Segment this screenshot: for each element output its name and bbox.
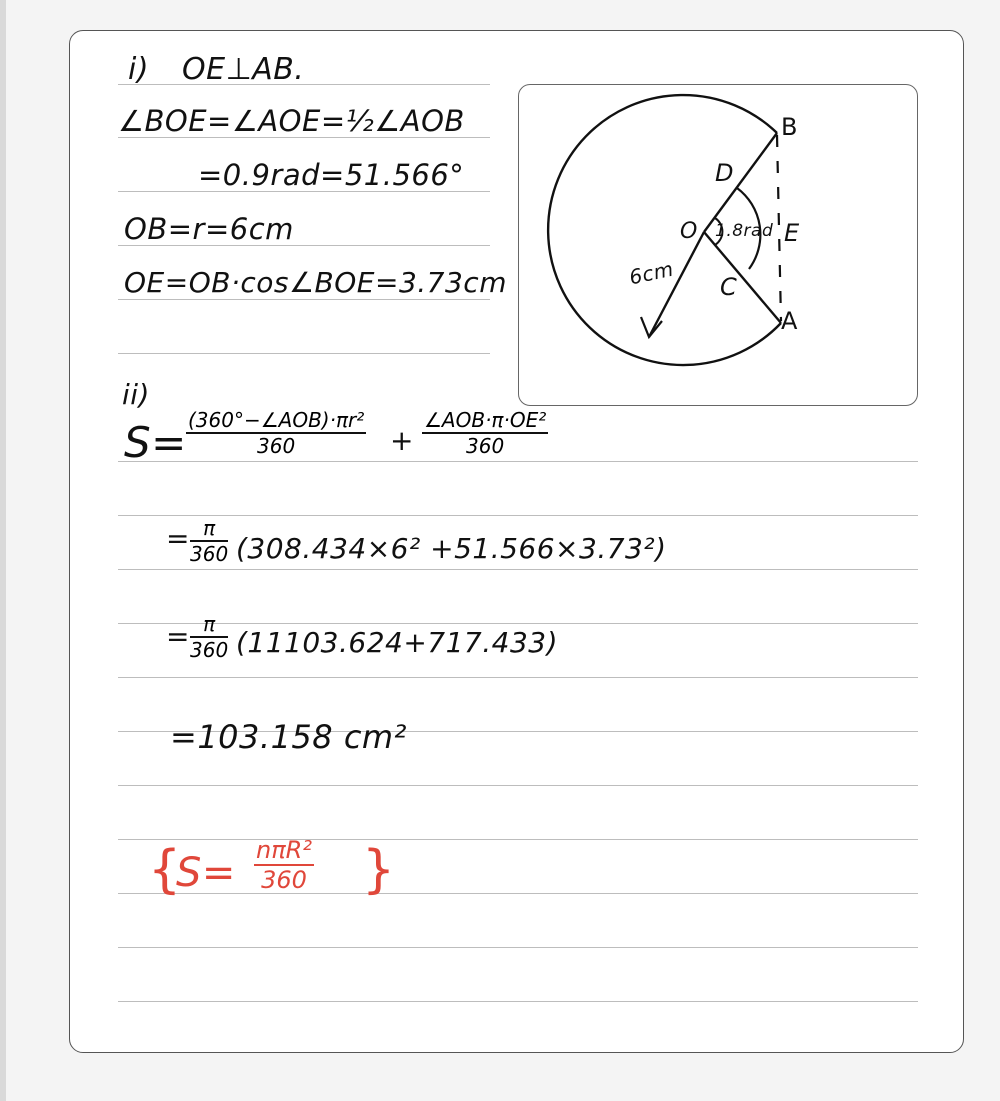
formula-s: S= <box>176 850 236 896</box>
part1-radius: OB=r=6cm <box>124 212 294 246</box>
formula-brace-open: { <box>148 840 182 900</box>
part1-perpendicular: OE⊥AB. <box>182 52 305 87</box>
angle-label: 1.8rad <box>715 221 774 241</box>
diagram-frame <box>518 84 918 406</box>
sector-area-formula <box>254 836 314 894</box>
ruled-line <box>118 1001 918 1002</box>
fraction-denominator: 360 <box>261 866 307 894</box>
ruled-line <box>118 299 490 300</box>
step1-pi-fraction <box>190 516 228 566</box>
ruled-line <box>118 461 918 462</box>
fraction-numerator: nπR² <box>256 836 312 864</box>
label-b: B <box>781 113 798 141</box>
label-o: O <box>680 219 698 244</box>
ruled-line <box>118 623 918 624</box>
fraction-numerator: ∠AOB·π·OE² <box>424 408 547 432</box>
ruled-line <box>118 677 918 678</box>
fraction-numerator: π <box>190 612 228 638</box>
page-edge <box>0 0 6 1101</box>
plus-sign: + <box>390 424 414 457</box>
label-d: D <box>715 159 734 187</box>
part1-angle-value: =0.9rad=51.566° <box>198 158 465 192</box>
fraction-denominator: 360 <box>190 542 229 566</box>
part1-label: i) <box>128 52 150 87</box>
ruled-line <box>118 515 918 516</box>
fraction-denominator: 360 <box>466 434 505 458</box>
part2-label: ii) <box>122 378 150 411</box>
step2-expression: (11103.624+717.433) <box>236 626 559 659</box>
label-e: E <box>784 219 800 247</box>
fraction-numerator: (360°−∠AOB)·πr² <box>188 408 365 432</box>
step1-equals: = <box>166 522 190 555</box>
part1-oe-length: OE=OB·cos∠BOE=3.73cm <box>124 266 507 299</box>
label-a: A <box>781 307 798 335</box>
fraction-denominator: 360 <box>190 638 229 662</box>
sector-diagram <box>519 85 919 407</box>
label-c: C <box>720 273 738 301</box>
ruled-line <box>118 569 918 570</box>
ruled-line <box>118 785 918 786</box>
fraction-denominator: 360 <box>257 434 296 458</box>
area-fraction-minor <box>422 408 548 458</box>
radius-6cm <box>649 232 704 337</box>
ruled-line <box>118 893 918 894</box>
step2-equals: = <box>166 620 190 653</box>
part1-angle-relation: ∠BOE=∠AOE=½∠AOB <box>118 104 465 138</box>
ruled-line <box>118 353 490 354</box>
formula-brace-close: } <box>362 840 396 900</box>
chord-ab <box>777 135 781 321</box>
ruled-line <box>118 839 918 840</box>
area-fraction-major <box>186 408 366 458</box>
ruled-line <box>118 947 918 948</box>
fraction-numerator: π <box>190 516 228 542</box>
step1-expression: (308.434×6² +51.566×3.73²) <box>236 532 667 565</box>
radius-label: 6cm <box>626 256 676 290</box>
step2-pi-fraction <box>190 612 228 662</box>
area-symbol: S= <box>124 418 187 467</box>
final-area: =103.158 cm² <box>170 718 407 756</box>
